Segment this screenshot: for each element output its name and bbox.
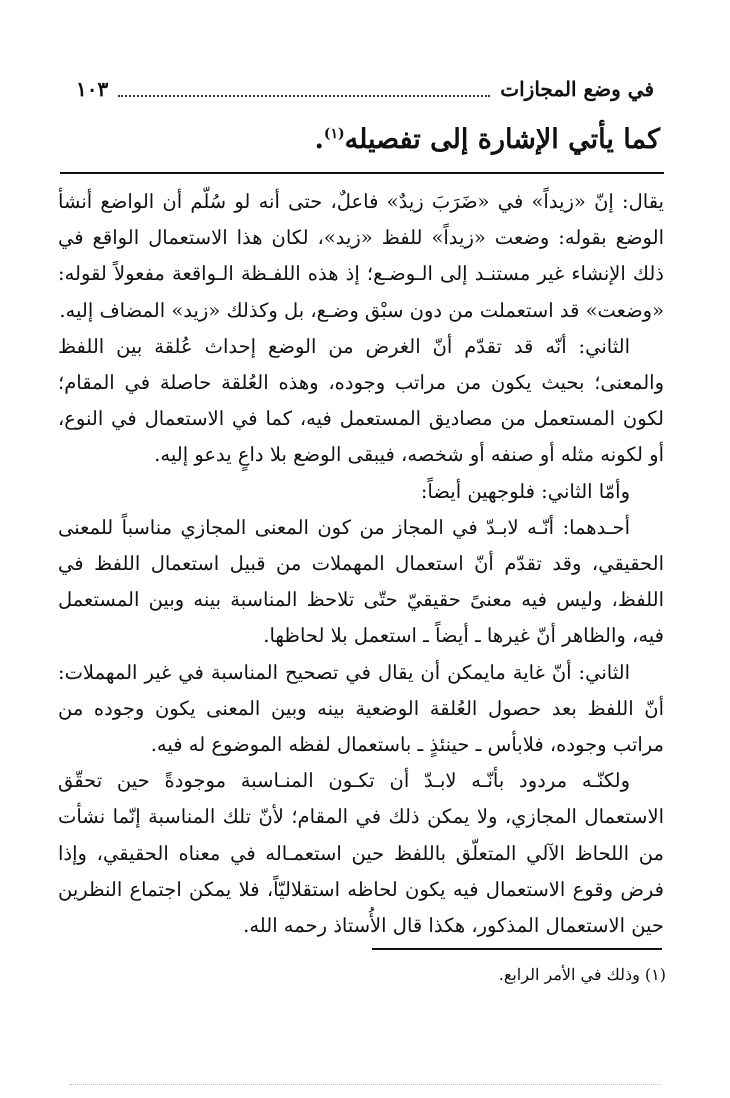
paragraph: يقال: إنّ «زيداً» في «ضَرَبَ زيدٌ» فاعلٌ، حتى أنه لو سُلّم أن الواضع أنشأ الوضع بقوله: وضعت «زيداً» للفظ «زيد»، لكان هذا الاستعمال الواقع في ذلك الإنشاء غير مستنـد إلى الـوضـع؛ إذ هذه اللفـظة الـواقعة مفعولاً لقوله: «وضعت» قد استعملت من دون سبْق وضـع، بل وكذلك «زيد» المضاف إليه. — [58, 190, 664, 322]
carry-over-text: كما يأتي الإشارة إلى تفصيله — [344, 124, 660, 155]
footnote-divider — [372, 948, 662, 950]
header-dot-leader — [118, 81, 490, 97]
scan-edge-artifact — [70, 1084, 660, 1085]
section-divider — [60, 172, 664, 174]
footnote: (١) وذلك في الأمر الرابع. — [498, 965, 666, 984]
footnote-reference: (١) — [323, 126, 345, 142]
main-text — [58, 184, 664, 944]
carry-over-end: . — [314, 124, 324, 155]
running-header — [76, 72, 654, 106]
paragraph: ولكنّـه مردود بأنّـه لابـدّ أن تكـون المنـاسبة موجودةً حين تحقّق الاستعمال المجازي، ولا يمكن ذلك في المقام؛ لأنّ تلك المناسبة إنّما نشأت من اللحاظ الآلي المتعلّق باللفظ حين استعمـاله في معناه الحقيقي، وإذا فرض وقوع الاستعمال فيه يكون لحاظه استقلاليّاً، فلا يمكن اجتماع النظرين حين الاستعمال المذكور، هكذا قال الأُستاذ رحمه الله. — [58, 769, 664, 938]
paragraph: الثاني: أنّ غاية مايمكن أن يقال في تصحيح المناسبة في غير المهملات: أنّ اللفظ بعد حصول العُلقة الوضعية بينه وبين المعنى يكون وجوده من مراتب وجوده، فلابأس ـ حينئذٍ ـ باستعمال لفظه الموضوع له فيه. — [58, 660, 664, 757]
paragraph: أحـدهما: أنّـه لابـدّ في المجاز من كون المعنى المجازي مناسباً للمعنى الحقيقي، وقد تقدّم أنّ استعمال المهملات من قبيل استعمال اللفظ في اللفظ، وليس فيه معنىً حقيقيّ حتّى تلاحظ المناسبة بينه وبين المستعمل فيه، والظاهر أنّ غيرها ـ أيضاً ـ استعمل بلا لحاظها. — [58, 515, 665, 648]
paragraph: الثاني: أنّه قد تقدّم أنّ الغرض من الوضع إحداث عُلقة بين اللفظ والمعنى؛ بحيث يكون من مراتب وجوده، وهذه العُلقة حاصلة في المقام؛ لكون المستعمل من مصاديق المستعمل فيه، كما في الاستعمال في النوع، أو لكونه مثله أو صنفه أو شخصه، فيبقى الوضع بلا داعٍ يدعو إليه. — [58, 334, 664, 467]
carry-over-line — [60, 112, 660, 162]
paragraph: وأمّا الثاني: فلوجهين أيضاً: — [420, 479, 630, 503]
chapter-title: في وضع المجازات — [500, 77, 654, 101]
page-number: ١٠٣ — [76, 77, 109, 101]
